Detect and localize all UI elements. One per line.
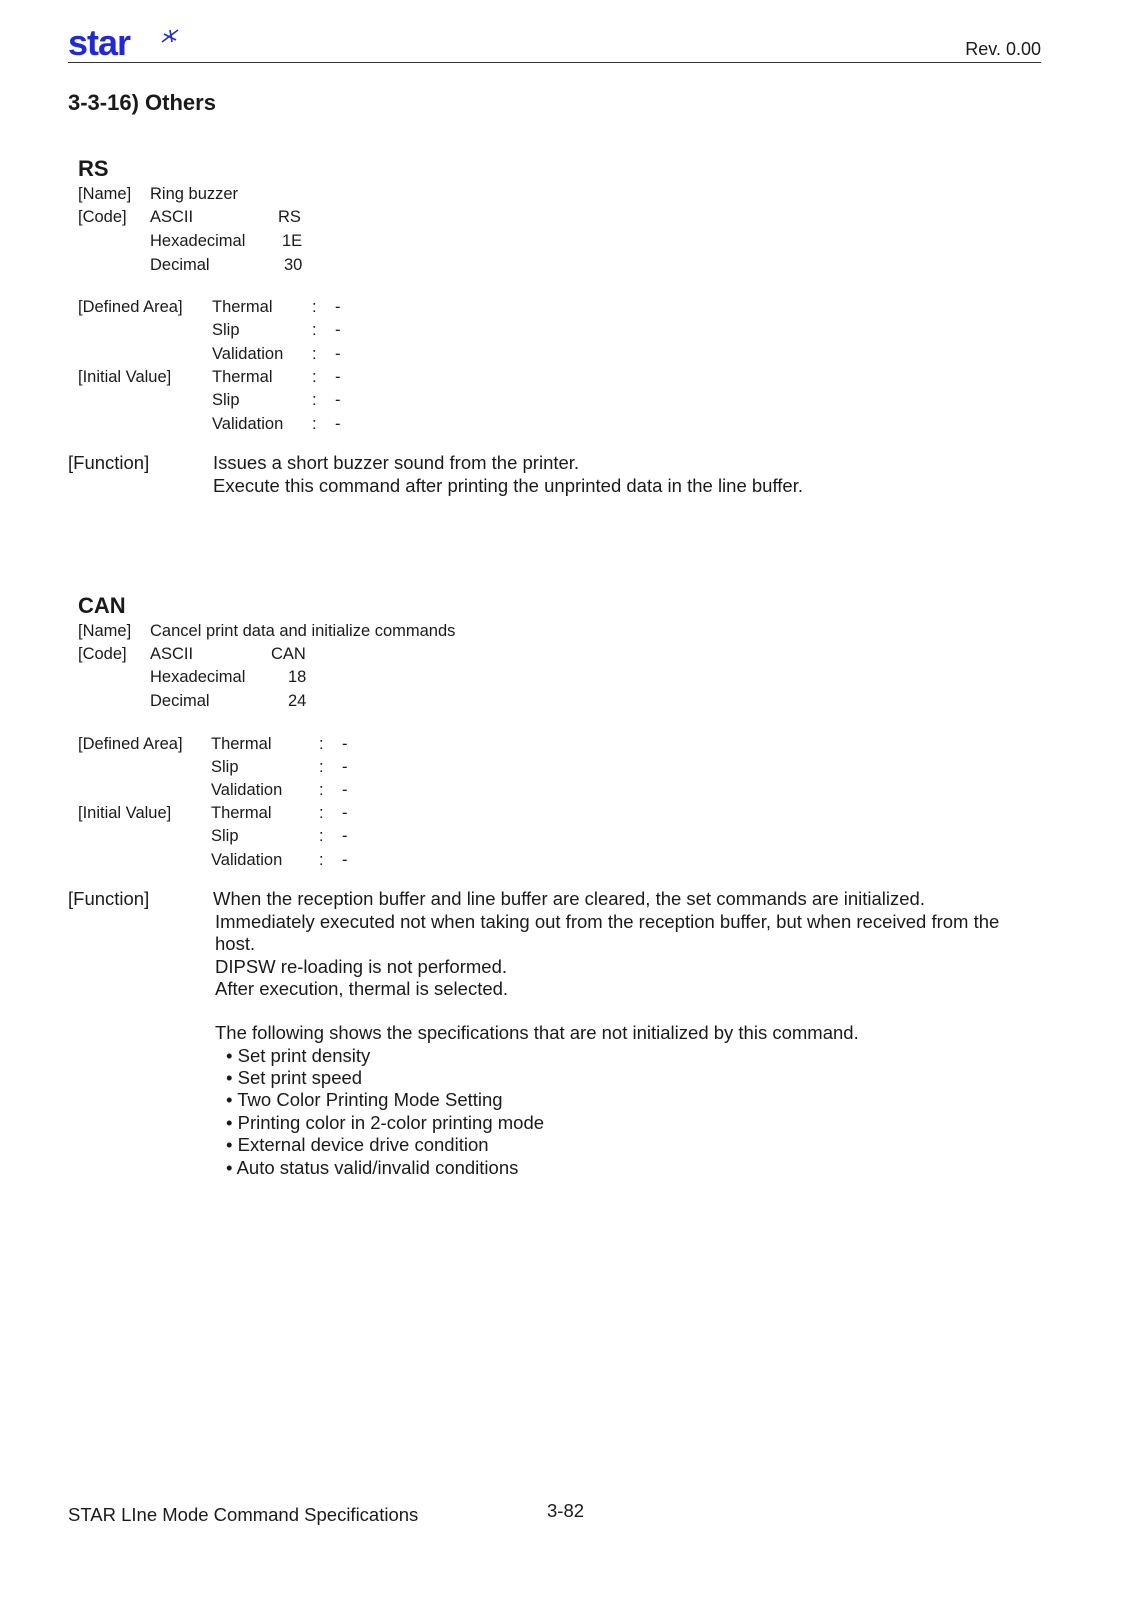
separator: :: [319, 827, 324, 845]
separator: :: [319, 735, 324, 753]
separator: :: [312, 321, 317, 339]
code-type: Hexadecimal: [150, 668, 246, 686]
mode-value: -: [342, 827, 348, 845]
mode-label: Validation: [211, 781, 283, 799]
command-name: Cancel print data and initialize commands: [150, 622, 456, 640]
list-item: • Set print density: [226, 1045, 371, 1066]
mode-value: -: [342, 758, 348, 776]
list-item: • External device drive condition: [226, 1134, 489, 1155]
mode-label: Thermal: [212, 298, 273, 316]
command-name: Ring buzzer: [150, 185, 239, 203]
separator: :: [312, 368, 317, 386]
mode-label: Validation: [212, 415, 284, 433]
function-text: The following shows the specifications that are not initialized by this command.: [215, 1022, 859, 1043]
page-number: 3-82: [547, 1500, 585, 1521]
function-text: After execution, thermal is selected.: [215, 978, 509, 999]
function-text: DIPSW re-loading is not performed.: [215, 956, 508, 977]
mode-value: -: [342, 804, 348, 822]
command-title: CAN: [78, 593, 126, 618]
separator: :: [319, 758, 324, 776]
mode-value: -: [335, 345, 341, 363]
code-value: RS: [278, 208, 301, 226]
mode-label: Thermal: [212, 368, 273, 386]
mode-label: Thermal: [211, 735, 272, 753]
separator: :: [319, 804, 324, 822]
code-value: 18: [288, 668, 307, 686]
defined-area-label: [Defined Area]: [78, 735, 183, 753]
mode-value: -: [335, 298, 341, 316]
function-text: Issues a short buzzer sound from the printer.: [213, 452, 580, 473]
code-value: 1E: [282, 232, 303, 250]
function-text: Execute this command after printing the unprinted data in the line buffer.: [213, 475, 803, 496]
separator: :: [319, 781, 324, 799]
code-label: [Code]: [78, 208, 127, 226]
mode-label: Thermal: [211, 804, 272, 822]
mode-value: -: [342, 735, 348, 753]
separator: :: [319, 851, 324, 869]
function-label: [Function]: [68, 452, 150, 473]
function-text: host.: [215, 933, 256, 954]
section-title: 3-3-16) Others: [68, 90, 216, 115]
mode-value: -: [335, 415, 341, 433]
footer-document-title: STAR LIne Mode Command Specifications: [68, 1504, 419, 1525]
mode-value: -: [335, 391, 341, 409]
star-logo: [68, 26, 184, 62]
defined-area-label: [Defined Area]: [78, 298, 183, 316]
list-item: • Printing color in 2-color printing mode: [226, 1112, 545, 1133]
code-value: CAN: [271, 645, 306, 663]
code-type: Hexadecimal: [150, 232, 246, 250]
mode-label: Validation: [212, 345, 284, 363]
separator: :: [312, 391, 317, 409]
separator: :: [312, 298, 317, 316]
code-value: 30: [284, 256, 303, 274]
code-type: Decimal: [150, 692, 210, 710]
initial-value-label: [Initial Value]: [78, 804, 172, 822]
list-item: • Two Color Printing Mode Setting: [226, 1089, 503, 1110]
code-value: 24: [288, 692, 307, 710]
function-text: Immediately executed not when taking out from the reception buffer, but when received from the: [215, 911, 1000, 932]
code-type: Decimal: [150, 256, 210, 274]
list-item: • Auto status valid/invalid conditions: [226, 1157, 519, 1178]
mode-value: -: [342, 851, 348, 869]
function-text: When the reception buffer and line buffer are cleared, the set commands are initialized.: [213, 888, 925, 909]
mode-value: -: [335, 321, 341, 339]
separator: :: [312, 345, 317, 363]
revision-label: Rev. 0.00: [965, 39, 1041, 59]
function-label: [Function]: [68, 888, 150, 909]
code-type: ASCII: [150, 208, 194, 226]
mode-label: Slip: [212, 321, 240, 339]
name-label: [Name]: [78, 185, 132, 203]
command-title: RS: [78, 156, 109, 181]
code-label: [Code]: [78, 645, 127, 663]
mode-value: -: [335, 368, 341, 386]
initial-value-label: [Initial Value]: [78, 368, 172, 386]
code-type: ASCII: [150, 645, 194, 663]
name-label: [Name]: [78, 622, 132, 640]
mode-label: Slip: [211, 758, 239, 776]
mode-label: Validation: [211, 851, 283, 869]
list-item: • Set print speed: [226, 1067, 363, 1088]
mode-label: Slip: [211, 827, 239, 845]
logo-text: star: [68, 26, 131, 62]
separator: :: [312, 415, 317, 433]
mode-value: -: [342, 781, 348, 799]
header-divider: [68, 62, 1041, 63]
mode-label: Slip: [212, 391, 240, 409]
